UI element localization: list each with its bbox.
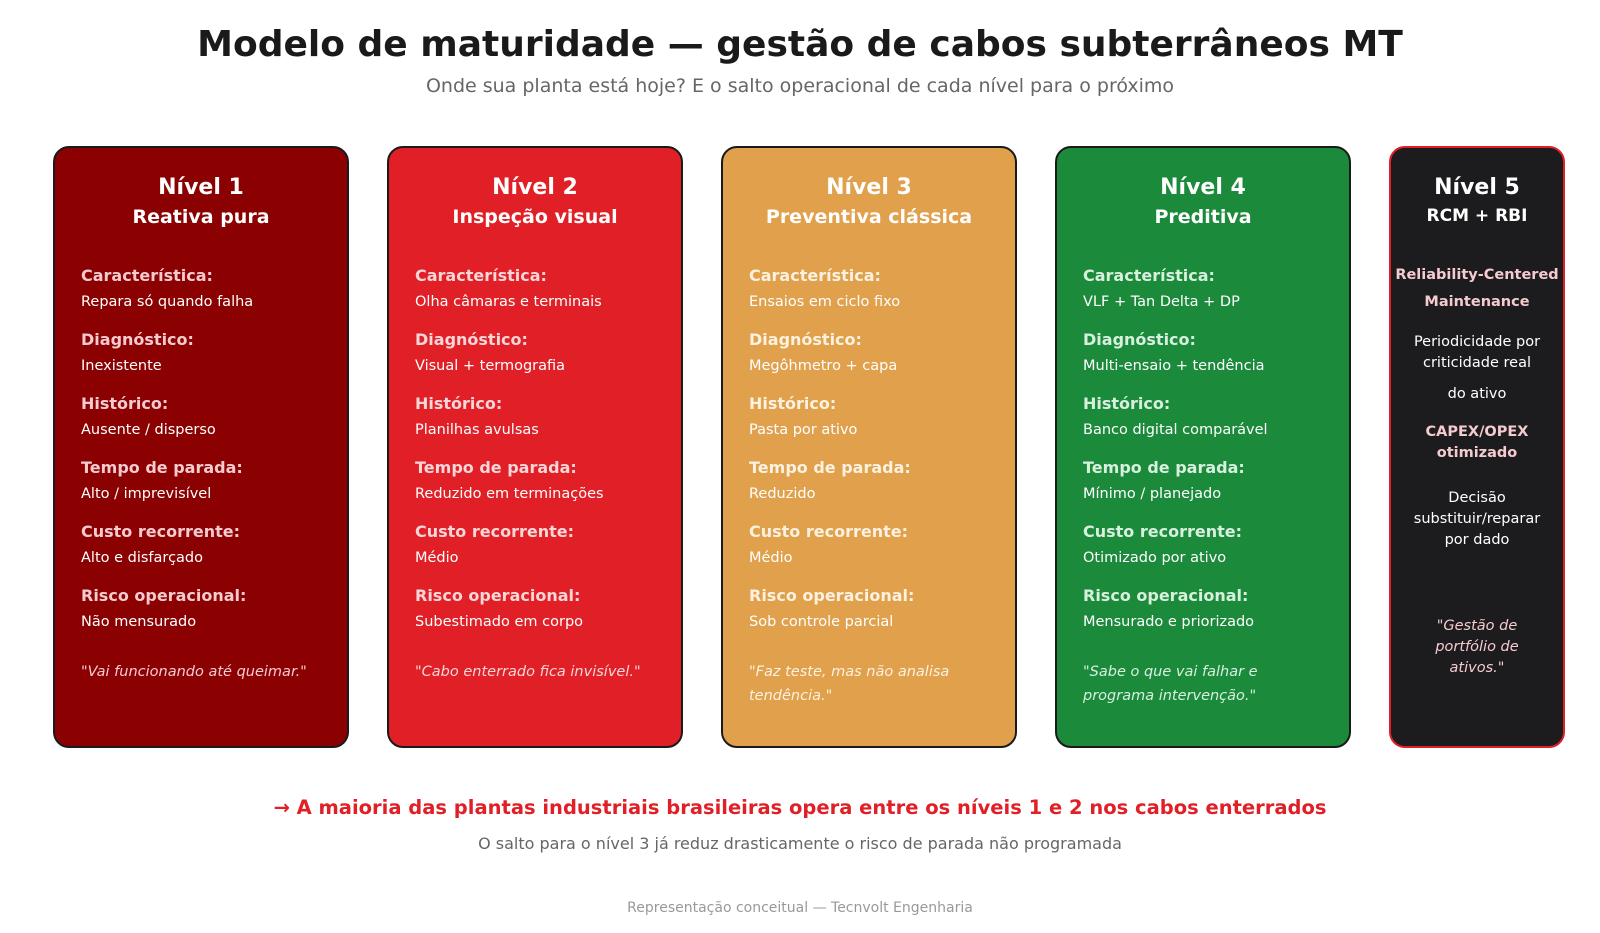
row-label-tempo-parada: Tempo de parada: xyxy=(415,458,577,477)
conclusion-subtext: O salto para o nível 3 já reduz drasticamente o risco de parada não programada xyxy=(478,834,1122,853)
level-card-3 xyxy=(721,146,1017,748)
level-name: Preditiva xyxy=(1154,206,1252,228)
row-label-caracteristica: Característica: xyxy=(749,266,881,285)
row-value-risco: Sob controle parcial xyxy=(749,614,894,630)
row-label-diagnostico: Diagnóstico: xyxy=(415,330,528,349)
row-label-historico: Histórico: xyxy=(81,394,169,413)
rcm-line-1: Reliability-Centered xyxy=(1395,267,1559,283)
level-card-4 xyxy=(1055,146,1351,748)
row-value-custo: Médio xyxy=(415,550,459,566)
row-value-caracteristica: VLF + Tan Delta + DP xyxy=(1083,294,1240,310)
row-label-caracteristica: Característica: xyxy=(415,266,547,285)
level-card-2 xyxy=(387,146,683,748)
row-label-risco: Risco operacional: xyxy=(81,586,247,605)
capex-line-2: otimizado xyxy=(1436,445,1518,461)
decision-line-1: Decisão xyxy=(1448,490,1506,506)
row-label-caracteristica: Característica: xyxy=(1083,266,1215,285)
row-label-risco: Risco operacional: xyxy=(1083,586,1249,605)
row-label-tempo-parada: Tempo de parada: xyxy=(749,458,911,477)
row-label-historico: Histórico: xyxy=(1083,394,1171,413)
quote-line-2: portfólio de xyxy=(1435,639,1519,655)
level-quote: "Sabe o que vai falhar e programa intervenção." xyxy=(1083,664,1258,704)
row-value-custo: Alto e disfarçado xyxy=(81,550,203,566)
row-label-tempo-parada: Tempo de parada: xyxy=(81,458,243,477)
level-card-5 xyxy=(1389,146,1565,748)
page-title: Modelo de maturidade — gestão de cabos subterrâneos MT xyxy=(197,24,1403,65)
level-card-1 xyxy=(53,146,349,748)
row-label-custo: Custo recorrente: xyxy=(749,522,909,541)
row-value-tempo-parada: Alto / imprevisível xyxy=(81,486,212,502)
row-label-diagnostico: Diagnóstico: xyxy=(1083,330,1196,349)
row-label-historico: Histórico: xyxy=(749,394,837,413)
level-name: Inspeção visual xyxy=(452,206,618,228)
decision-line-3: por dado xyxy=(1444,532,1510,548)
row-label-tempo-parada: Tempo de parada: xyxy=(1083,458,1245,477)
row-value-historico: Planilhas avulsas xyxy=(415,422,539,438)
row-value-caracteristica: Ensaios em ciclo fixo xyxy=(749,294,901,310)
row-value-risco: Não mensurado xyxy=(81,614,197,630)
level-number: Nível 2 xyxy=(492,175,578,200)
row-value-caracteristica: Olha câmaras e terminais xyxy=(415,294,602,310)
row-value-tempo-parada: Reduzido em terminações xyxy=(415,486,604,502)
row-label-custo: Custo recorrente: xyxy=(81,522,241,541)
level-number: Nível 1 xyxy=(158,175,244,200)
row-label-caracteristica: Característica: xyxy=(81,266,213,285)
rcm-line-2: Maintenance xyxy=(1424,294,1530,310)
level-name: Preventiva clássica xyxy=(765,206,973,228)
period-line-2: criticidade real xyxy=(1423,355,1531,371)
row-value-custo: Médio xyxy=(749,550,793,566)
page-subtitle: Onde sua planta está hoje? E o salto operacional de cada nível para o próximo xyxy=(425,75,1175,97)
level-number: Nível 3 xyxy=(826,175,912,200)
capex-line-1: CAPEX/OPEX xyxy=(1425,424,1529,440)
row-value-diagnostico: Visual + termografia xyxy=(415,358,566,374)
level-name: Reativa pura xyxy=(132,206,270,228)
quote-line-3: ativos." xyxy=(1449,660,1505,676)
row-value-tempo-parada: Mínimo / planejado xyxy=(1083,486,1222,502)
decision-line-2: substituir/reparar xyxy=(1413,511,1541,527)
row-value-diagnostico: Megôhmetro + capa xyxy=(749,358,898,374)
row-value-tempo-parada: Reduzido xyxy=(749,486,816,502)
row-label-risco: Risco operacional: xyxy=(749,586,915,605)
conclusion-text: → A maioria das plantas industriais brasileiras opera entre os níveis 1 e 2 nos cabos enterrados xyxy=(273,796,1327,819)
quote-line-1: "Gestão de xyxy=(1436,618,1518,634)
row-value-risco: Mensurado e priorizado xyxy=(1083,614,1255,630)
row-label-custo: Custo recorrente: xyxy=(415,522,575,541)
period-line-3: do ativo xyxy=(1447,386,1507,402)
row-value-risco: Subestimado em corpo xyxy=(415,614,584,630)
level-quote: "Vai funcionando até queimar." xyxy=(81,664,307,680)
row-label-custo: Custo recorrente: xyxy=(1083,522,1243,541)
row-label-historico: Histórico: xyxy=(415,394,503,413)
level-name: RCM + RBI xyxy=(1426,206,1528,226)
row-value-caracteristica: Repara só quando falha xyxy=(81,294,254,310)
footer-credit: Representação conceitual — Tecnvolt Engenharia xyxy=(627,900,973,916)
row-label-risco: Risco operacional: xyxy=(415,586,581,605)
level-number: Nível 4 xyxy=(1160,175,1246,200)
level-quote: "Faz teste, mas não analisa tendência." xyxy=(749,664,950,704)
level-number: Nível 5 xyxy=(1434,175,1520,200)
row-value-custo: Otimizado por ativo xyxy=(1083,550,1227,566)
row-value-historico: Banco digital comparável xyxy=(1083,422,1268,438)
row-value-diagnostico: Multi-ensaio + tendência xyxy=(1083,358,1265,374)
row-label-diagnostico: Diagnóstico: xyxy=(81,330,194,349)
level-quote: "Cabo enterrado fica invisível." xyxy=(415,664,641,680)
period-line-1: Periodicidade por xyxy=(1413,334,1541,350)
row-value-historico: Ausente / disperso xyxy=(81,422,216,438)
row-value-historico: Pasta por ativo xyxy=(749,422,858,438)
row-value-diagnostico: Inexistente xyxy=(81,358,162,374)
row-label-diagnostico: Diagnóstico: xyxy=(749,330,862,349)
